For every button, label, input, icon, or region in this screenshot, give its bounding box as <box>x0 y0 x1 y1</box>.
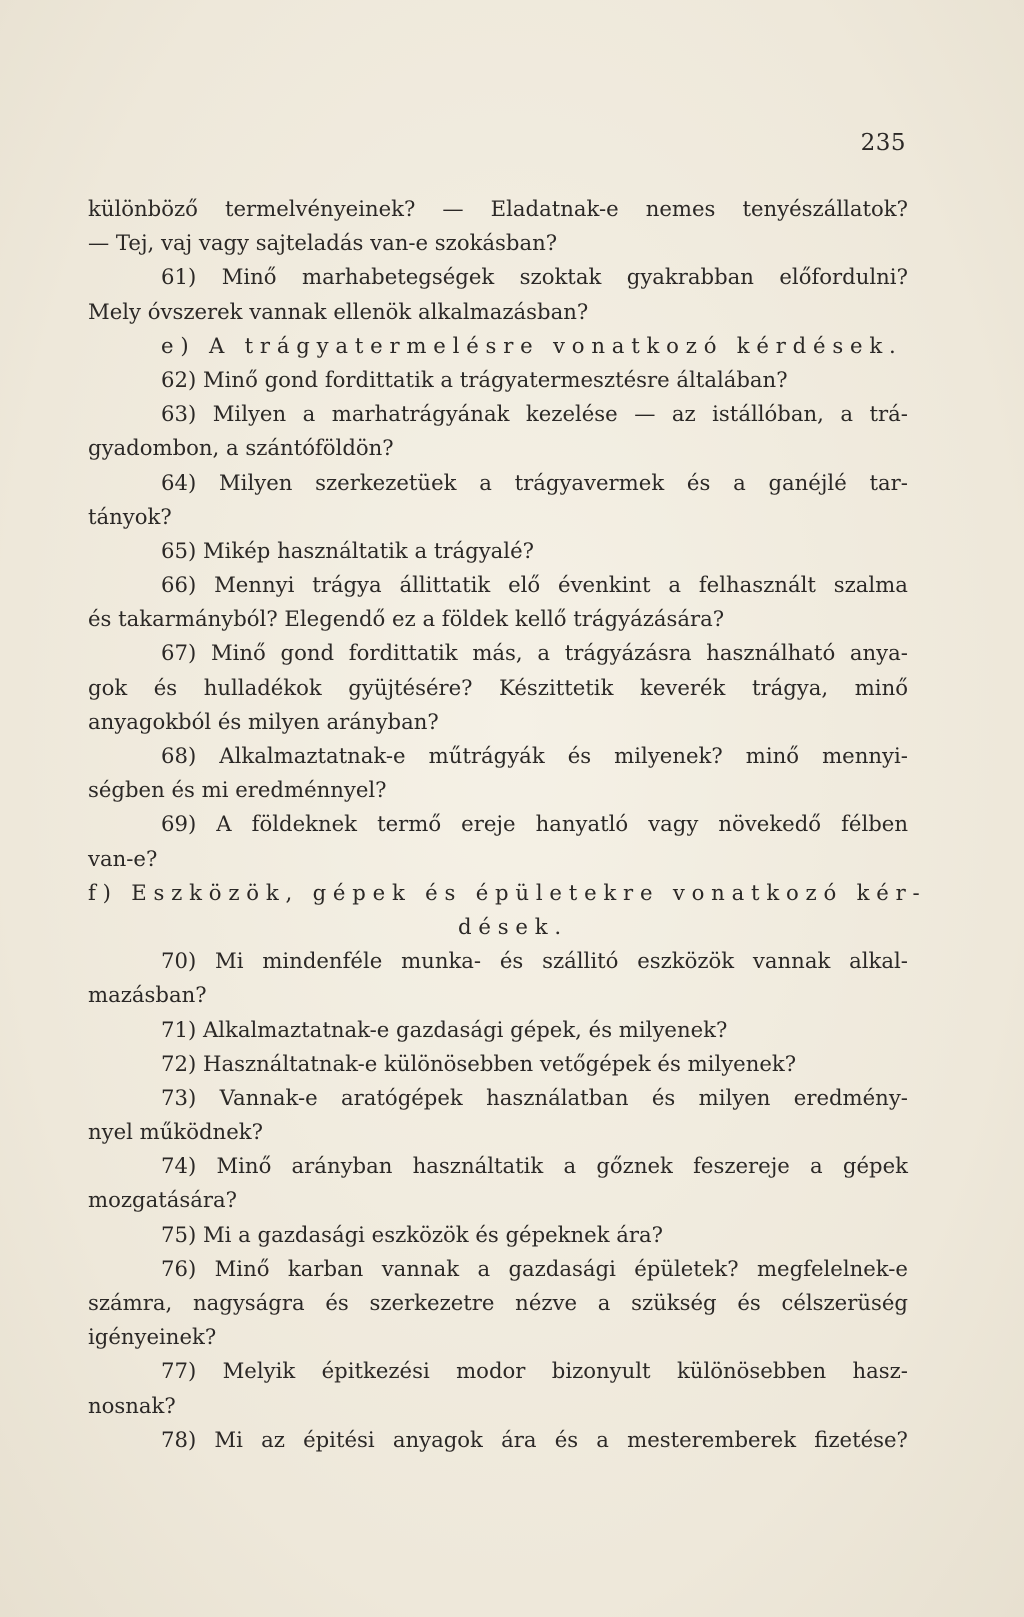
line-text: nosnak? <box>88 1392 176 1418</box>
word: Készittetik <box>499 674 614 700</box>
word: az <box>671 401 696 427</box>
question-72 <box>88 1047 908 1081</box>
word: 68) <box>161 743 197 768</box>
line-text: mozgatására? <box>88 1187 237 1213</box>
line-text: tányok? <box>88 503 172 529</box>
word: eredmény- <box>793 1084 908 1110</box>
word: gőznek <box>596 1153 673 1179</box>
text-line <box>88 500 908 534</box>
word: Minő <box>210 640 266 666</box>
line-text: dések. <box>458 913 568 939</box>
word: keverék <box>639 674 726 700</box>
word: a <box>563 1153 577 1179</box>
word: modor <box>456 1358 526 1384</box>
word: 76) <box>161 1255 197 1281</box>
word: műtrágyák <box>428 743 545 768</box>
word: Minő <box>214 1255 270 1281</box>
word: Alkalmaztatnak-e <box>219 743 406 768</box>
word: és <box>554 1426 579 1452</box>
question-63 <box>88 397 908 431</box>
word: aratógépek <box>341 1084 463 1110</box>
question-70 <box>88 944 908 978</box>
question-65 <box>88 534 908 568</box>
word: épitkezési <box>321 1358 430 1384</box>
word: évenkint <box>558 572 651 598</box>
word: az <box>261 1426 285 1452</box>
word: Minő <box>216 1153 272 1179</box>
word: eszközök <box>637 948 735 974</box>
word: nagyságra <box>192 1290 305 1315</box>
section-heading-e <box>88 329 908 363</box>
word: 74) <box>161 1153 197 1179</box>
word: hanyatló <box>535 811 629 837</box>
text-line <box>88 842 908 876</box>
page-body-text <box>88 192 927 1457</box>
word: a <box>668 572 681 598</box>
question-68 <box>88 739 908 773</box>
word: vannak <box>381 1255 460 1281</box>
section-heading-f <box>88 876 927 910</box>
word: termelvényeinek? <box>224 196 416 221</box>
word: 77) <box>161 1358 197 1384</box>
page-number: 235 <box>860 130 906 156</box>
question-61 <box>88 260 908 294</box>
word: mesteremberek <box>627 1426 797 1452</box>
word: fizetése? <box>814 1426 908 1452</box>
word: épitési <box>303 1426 375 1452</box>
word: 73) <box>161 1084 197 1110</box>
word: Melyik <box>222 1358 296 1384</box>
question-66 <box>88 568 908 602</box>
word: 69) <box>161 811 197 837</box>
word: célszerüség <box>781 1290 908 1315</box>
word: nézve <box>515 1290 578 1315</box>
word: anyagok <box>392 1426 483 1452</box>
word: gyüjtésére? <box>348 674 473 700</box>
question-67 <box>88 636 908 670</box>
text-line <box>88 295 908 329</box>
word: elő <box>508 572 541 598</box>
line-text: gyadombon, a szántóföldön? <box>88 435 394 461</box>
word: növekedő <box>718 811 822 837</box>
word: a <box>477 1255 491 1281</box>
word: a <box>302 401 316 427</box>
word: 64) <box>161 469 197 495</box>
word: minő <box>745 743 800 768</box>
word: trágyavermek <box>514 469 665 495</box>
word: minő <box>854 674 908 700</box>
word: istállóban, <box>712 401 824 427</box>
word: megfelelnek-e <box>756 1255 908 1281</box>
text-line <box>88 1320 908 1354</box>
word: trágya <box>312 572 382 598</box>
word: és <box>737 1290 761 1315</box>
line-text: f) Eszközök, gépek és épületekre vonatkozó kér- <box>88 879 927 905</box>
word: Vannak-e <box>219 1084 318 1110</box>
word: arányban <box>291 1153 393 1179</box>
word: milyen <box>698 1084 771 1110</box>
word: Mi <box>214 1426 243 1452</box>
word: Milyen <box>212 401 287 427</box>
word: a <box>733 469 746 495</box>
word: szükség <box>631 1290 717 1315</box>
word: 61) <box>161 264 197 290</box>
word: — <box>634 401 656 427</box>
word: a <box>597 1290 611 1315</box>
line-text: 71) Alkalmaztatnak-e gazdasági gépek, és milyenek? <box>161 1016 728 1042</box>
word: fordittatik <box>348 640 458 666</box>
word: előfordulni? <box>779 264 908 290</box>
word: használtatik <box>412 1153 544 1179</box>
word: 66) <box>161 572 197 598</box>
word: Eladatnak-e <box>490 196 619 221</box>
text-line <box>88 1115 908 1149</box>
word: nemes <box>645 196 716 221</box>
word: tar- <box>869 469 908 495</box>
word: Mennyi <box>214 572 295 598</box>
text-line <box>88 1183 908 1217</box>
question-77 <box>88 1354 908 1388</box>
word: a <box>810 1153 823 1179</box>
line-text: anyagokból és milyen arányban? <box>88 708 439 734</box>
word: gazdasági <box>508 1255 616 1281</box>
word: és <box>325 1290 349 1315</box>
word: gépek <box>842 1153 908 1179</box>
line-text: 72) Használtatnak-e különösebben vetőgépek és milyenek? <box>161 1050 797 1076</box>
word: trágya, <box>751 674 829 700</box>
line-text: 75) Mi a gazdasági eszközök és gépeknek ára? <box>161 1221 664 1247</box>
word: mennyi- <box>822 743 908 768</box>
word: a <box>479 469 492 495</box>
word: Minő <box>221 264 277 290</box>
word: ereje <box>461 811 516 837</box>
question-75 <box>88 1218 908 1252</box>
word: számra, <box>88 1290 173 1315</box>
word: szállitó <box>542 948 619 974</box>
word: marhabetegségek <box>302 264 495 290</box>
text-line <box>88 602 908 636</box>
word: szoktak <box>519 264 602 290</box>
word: földeknek <box>251 811 358 837</box>
section-heading-f-continued <box>88 910 908 944</box>
line-text: mazásban? <box>88 982 207 1008</box>
word: vannak <box>752 948 831 974</box>
word: termő <box>377 811 442 837</box>
word: anya- <box>849 640 908 666</box>
word: milyenek? <box>614 743 723 768</box>
word: 67) <box>161 640 197 666</box>
word: épületek? <box>634 1255 739 1281</box>
word: trágyázásra <box>564 640 692 666</box>
line-text: 65) Mikép használtatik a trágyalé? <box>161 537 534 563</box>
word: marhatrágyának <box>331 401 510 427</box>
word: és <box>153 674 178 700</box>
question-74 <box>88 1149 908 1183</box>
word: a <box>537 640 550 666</box>
word: szerkezetüek <box>315 469 457 495</box>
line-text: e) A trágyatermelésre vonatkozó kérdések. <box>161 332 903 358</box>
word: vagy <box>648 811 699 837</box>
word: — <box>442 196 464 221</box>
line-text: ségben és mi eredménnyel? <box>88 777 387 803</box>
word: állittatik <box>399 572 491 598</box>
question-76 <box>88 1252 908 1286</box>
word: munka- <box>401 948 482 974</box>
line-text: — Tej, vaj vagy sajteladás van-e szokásban? <box>88 230 558 256</box>
word: gond <box>280 640 335 666</box>
word: és <box>686 469 711 495</box>
word: tenyészállatok? <box>742 196 908 221</box>
word: használatban <box>486 1084 629 1110</box>
text-line <box>88 1286 908 1320</box>
word: más, <box>472 640 523 666</box>
word: félben <box>841 811 908 837</box>
text-line <box>88 1389 908 1423</box>
text-line <box>88 671 908 705</box>
line-text: igényeinek? <box>88 1324 217 1350</box>
question-69 <box>88 807 908 841</box>
word: karban <box>287 1255 364 1281</box>
word: trá- <box>869 401 908 427</box>
word: különösebben <box>676 1358 827 1384</box>
question-64 <box>88 466 908 500</box>
word: 78) <box>161 1426 197 1452</box>
word: alkal- <box>849 948 908 974</box>
word: ganéjlé <box>768 469 847 495</box>
text-line <box>88 192 908 226</box>
word: Mi <box>215 948 244 974</box>
word: és <box>567 743 592 768</box>
text-line <box>88 773 908 807</box>
word: felhasznált <box>698 572 816 598</box>
word: használható <box>706 640 836 666</box>
line-text: 62) Minő gond fordittatik a trágyatermesztésre általában? <box>161 366 788 392</box>
word: Milyen <box>218 469 293 495</box>
word: gyakrabban <box>626 264 754 290</box>
text-line <box>88 705 908 739</box>
word: hulladékok <box>203 674 322 700</box>
word: hasz- <box>852 1358 908 1384</box>
question-78 <box>88 1423 908 1457</box>
word: kezelése <box>525 401 618 427</box>
word: szerkezetre <box>369 1290 495 1315</box>
word: szalma <box>833 572 908 598</box>
question-73 <box>88 1081 908 1115</box>
word: 63) <box>161 401 197 427</box>
text-line <box>88 978 908 1012</box>
word: feszereje <box>693 1153 790 1179</box>
word: különböző <box>88 196 198 221</box>
word: a <box>840 401 853 427</box>
word: A <box>216 811 232 837</box>
question-62 <box>88 363 908 397</box>
line-text: és takarmányból? Elegendő ez a földek kellő trágyázására? <box>88 606 725 632</box>
word: 70) <box>161 948 197 974</box>
word: mindenféle <box>262 948 383 974</box>
word: ára <box>501 1426 537 1452</box>
line-text: Mely óvszerek vannak ellenök alkalmazásban? <box>88 298 589 324</box>
text-line <box>88 226 908 260</box>
text-line <box>88 431 908 465</box>
word: és <box>651 1084 676 1110</box>
word: gok <box>88 674 128 700</box>
word: bizonyult <box>551 1358 651 1384</box>
question-71 <box>88 1013 908 1047</box>
line-text: van-e? <box>88 845 158 871</box>
word: és <box>499 948 524 974</box>
line-text: nyel működnek? <box>88 1119 263 1145</box>
word: a <box>596 1426 609 1452</box>
